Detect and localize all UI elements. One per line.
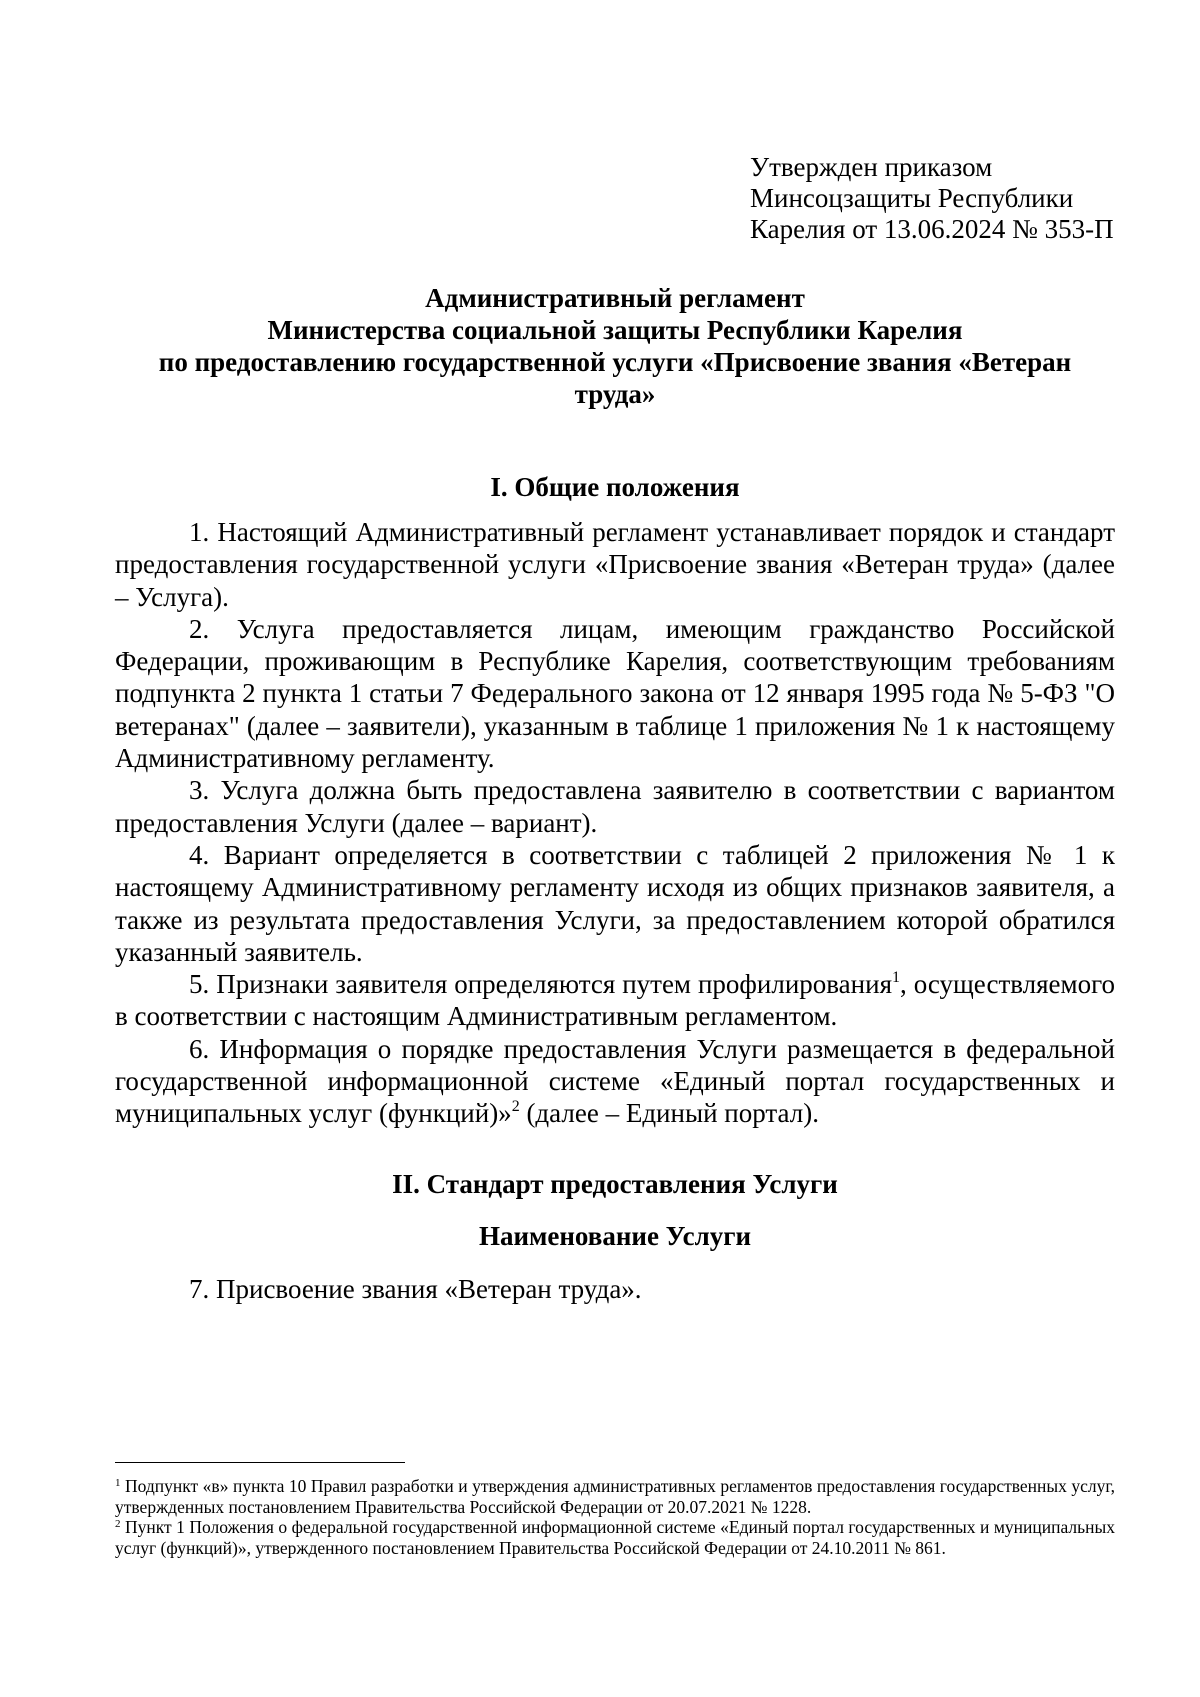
paragraph-1: 1. Настоящий Административный регламент устанавливает порядок и стандарт предоставления государственной услуги «Присвоение звания «Ветеран труда» (далее – Услуга). (115, 517, 1115, 612)
footnote-1-marker: 1 (115, 1477, 121, 1489)
approval-line-3: Карелия от 13.06.2024 № 353-П (750, 214, 1114, 244)
approval-line-2: Минсоцзащиты Республики (750, 183, 1074, 213)
footnotes (115, 1476, 1115, 1558)
section-2-heading: II. Стандарт предоставления Услуги (392, 1169, 838, 1199)
section-1-body (115, 516, 1115, 1130)
paragraph-4: 4. Вариант определяется в соответствии с таблицей 2 приложения № 1 к настоящему Административному регламенту исходя из общих признаков заявителя, а также из результата предоставления Услуги, за предоставлением которой обратился указанный заявитель. (115, 839, 1115, 967)
section-2-subheading: Наименование Услуги (478, 1221, 752, 1251)
paragraph-5-text-end: , осуществляемого в соответствии с настоящим Административным регламентом. (115, 969, 1116, 1032)
paragraph-6 (115, 1033, 1115, 1130)
paragraph-6-text-end: (далее – Единый портал). (519, 1098, 819, 1129)
footnote-2-marker: 2 (115, 1518, 121, 1530)
paragraph-6-text: 6. Информация о порядке предоставления Услуги размещается в федеральной государственной информационной системе «Единый портал государственных и муниципальных услуг (функций)» (115, 1033, 1115, 1129)
approval-line-1: Утвержден приказом (750, 152, 993, 182)
title-line-1: Административный регламент (425, 283, 805, 313)
paragraph-5-text: 5. Признаки заявителя определяются путем профилирования (189, 969, 892, 1000)
footnote-1 (115, 1476, 1115, 1517)
title-line-3: по предоставлению государственной услуги «Присвоение звания «Ветеран (158, 347, 1072, 377)
footnote-1-text: Подпункт «в» пункта 10 Правил разработки и утверждения административных регламентов предоставления государственных услуг, утвержденных постановлением Правительства Российской Федерации от 20.07.2021 № 1228. (115, 1476, 1115, 1517)
approval-stamp (750, 152, 1114, 245)
footnote-separator (115, 1462, 405, 1463)
document-title (115, 282, 1115, 410)
paragraph-5 (115, 968, 1115, 1033)
footnote-2 (115, 1517, 1115, 1558)
paragraph-7: 7. Присвоение звания «Ветеран труда». (189, 1274, 642, 1304)
paragraph-3: 3. Услуга должна быть предоставлена заявителю в соответствии с вариантом предоставления Услуги (далее – вариант). (115, 775, 1115, 838)
title-line-4: труда» (574, 379, 656, 409)
section-1-heading: I. Общие положения (490, 472, 740, 502)
footnote-ref-2[interactable]: 2 (511, 1098, 520, 1116)
title-line-2: Министерства социальной защиты Республики Карелия (267, 315, 963, 345)
footnote-ref-1[interactable]: 1 (892, 969, 900, 987)
paragraph-2: 2. Услуга предоставляется лицам, имеющим гражданство Российской Федерации, проживающим в Республике Карелия, соответствующим требованиям подпункта 2 пункта 1 статьи 7 Федерального закона от 12 января 1995 года № 5-ФЗ "О ветеранах" (далее – заявители), указанным в таблице 1 приложения № 1 к настоящему Административному регламенту. (115, 613, 1115, 774)
footnote-2-text: Пункт 1 Положения о федеральной государственной информационной системе «Единый портал государственных и муниципальных услуг (функций)», утвержденного постановлением Правительства Российской Федерации от 24.10.2011 № 861. (115, 1517, 1115, 1558)
